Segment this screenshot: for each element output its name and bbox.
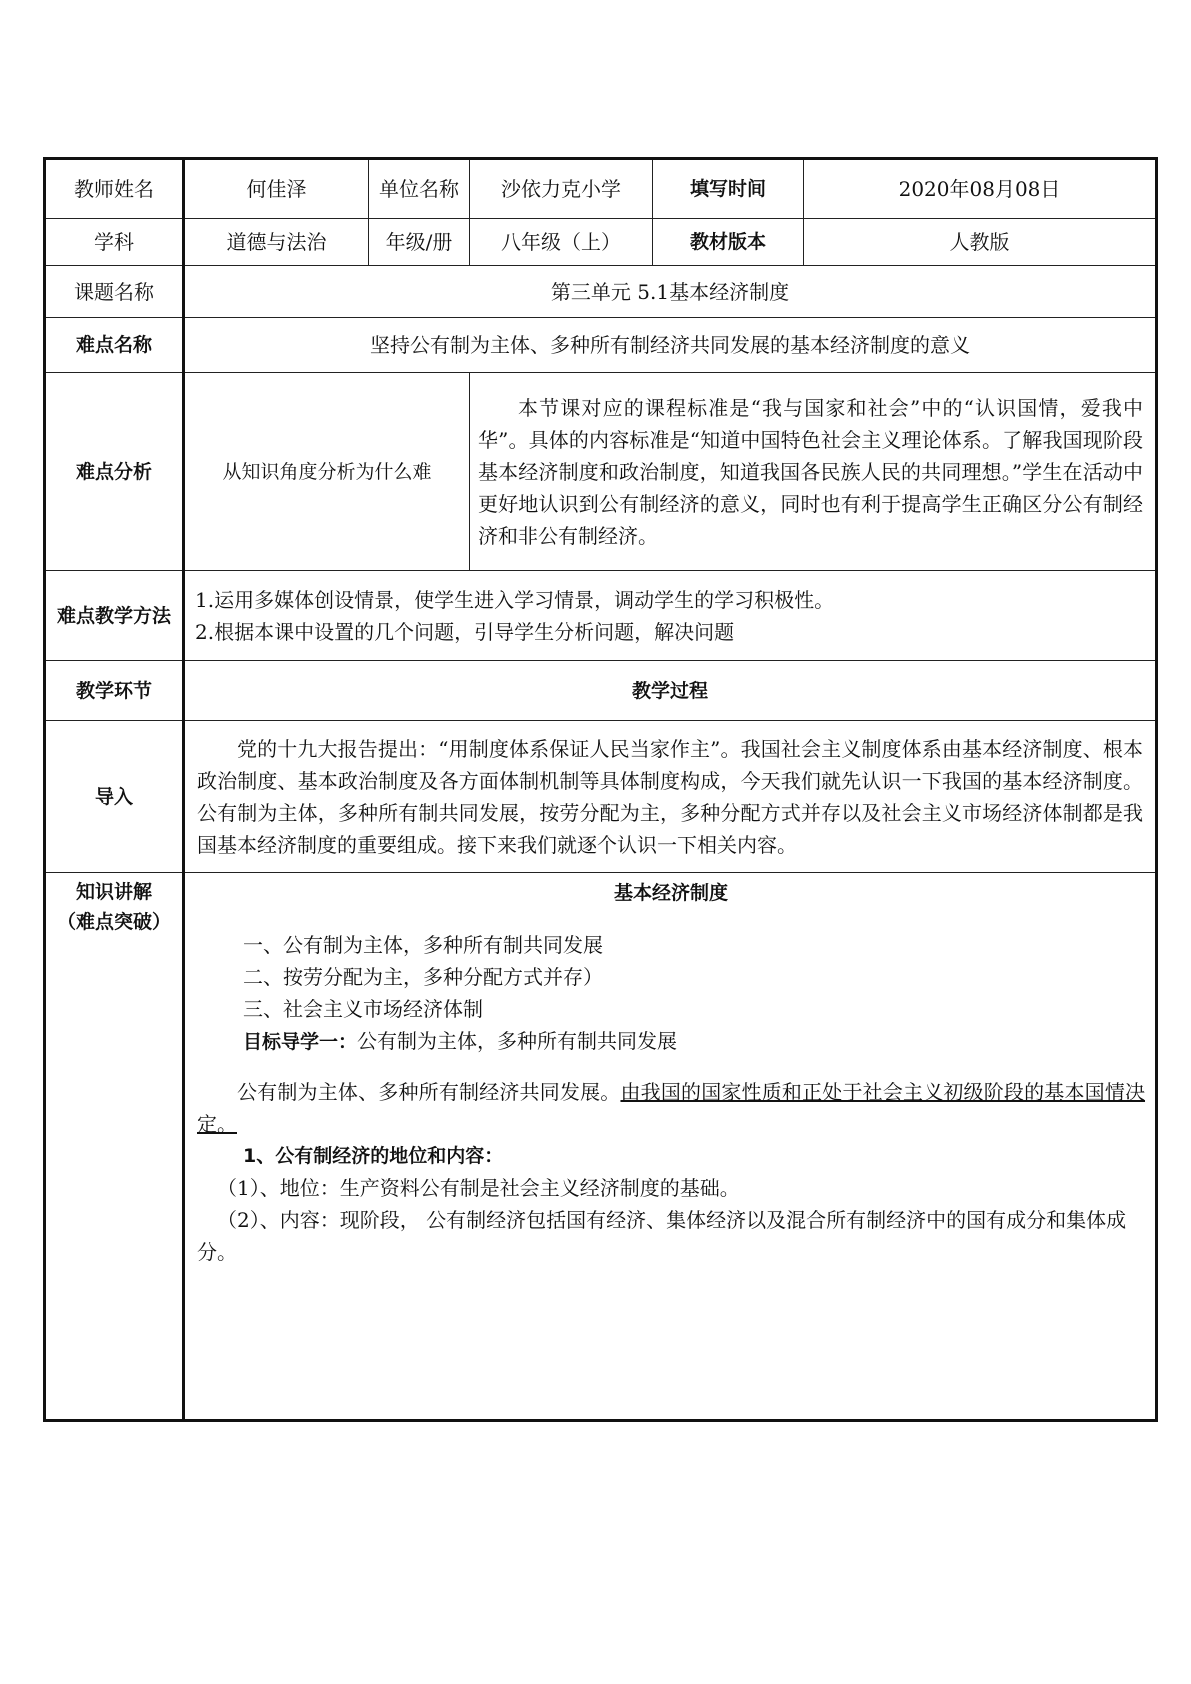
header-row [45, 159, 1157, 219]
time-label: 填写时间 [653, 159, 804, 219]
edition-value: 人教版 [804, 219, 1157, 266]
knowledge-point: （1）、地位：生产资料公有制是社会主义经济制度的基础。 [217, 1176, 740, 1200]
subject-row [45, 219, 1157, 266]
unit-value: 沙依力克小学 [470, 159, 653, 219]
paragraph-underlined: 由我国的国家性质和正处于社会主义初级阶段的基本国情决定。 [197, 1080, 1146, 1136]
knowledge-paragraph [197, 1076, 1145, 1140]
analysis-row [45, 373, 1157, 571]
process-step-label: 教学环节 [45, 661, 184, 721]
subject-value: 道德与法治 [184, 219, 369, 266]
difficulty-value: 坚持公有制为主体、多种所有制经济共同发展的基本经济制度的意义 [184, 318, 1157, 373]
knowledge-label-line1: 知识讲解 [75, 881, 152, 903]
grade-label: 年级/册 [369, 219, 470, 266]
knowledge-point: （2）、内容：现阶段， 公有制经济包括国有经济、集体经济以及混合所有制经济中的国有成分和集体成分。 [197, 1208, 1127, 1264]
knowledge-label-line2: （难点突破） [56, 911, 171, 933]
difficulty-label: 难点名称 [45, 318, 184, 373]
goal-label: 目标导学一： [243, 1031, 358, 1053]
goal-line [197, 1025, 1145, 1058]
teacher-label: 教师姓名 [45, 159, 184, 219]
methods-list [184, 571, 1157, 661]
edition-label: 教材版本 [653, 219, 804, 266]
analysis-angle: 从知识角度分析为什么难 [184, 373, 470, 571]
intro-text: 党的十九大报告提出：“用制度体系保证人民当家作主”。我国社会主义制度体系由基本经济制度、根本政治制度、基本政治制度及各方面体制机制等具体制度构成，今天我们就先认识一下我国的基本经济制度。公有制为主体，多种所有制共同发展，按劳分配为主，多种分配方式并存以及社会主义市场经济体制都是我国基本经济制度的重要组成。接下来我们就逐个认识一下相关内容。 [184, 721, 1157, 873]
methods-row [45, 571, 1157, 661]
topic-label: 课题名称 [45, 266, 184, 318]
analysis-text: 本节课对应的课程标准是“我与国家和社会”中的“认识国情，爱我中华”。具体的内容标准是“知道中国特色社会主义理论体系。了解我国现阶段基本经济制度和政治制度，知道我国各民族人民的共同理想。”学生在活动中更好地认识到公有制经济的意义，同时也有利于提高学生正确区分公有制经济和非公有制经济。 [470, 373, 1157, 571]
knowledge-list-item: 一、公有制为主体，多种所有制共同发展 [243, 933, 603, 957]
difficulty-row [45, 318, 1157, 373]
lesson-plan-table [43, 157, 1158, 1422]
knowledge-label [45, 873, 184, 1421]
teacher-value: 何佳泽 [184, 159, 369, 219]
paragraph-plain: 公有制为主体、多种所有制经济共同发展。 [237, 1080, 621, 1104]
knowledge-list-item: 二、按劳分配为主，多种分配方式并存） [243, 965, 603, 989]
unit-label: 单位名称 [369, 159, 470, 219]
method-item: 1.运用多媒体创设情景，使学生进入学习情景，调动学生的学习积极性。 [195, 587, 835, 612]
knowledge-content [184, 873, 1157, 1421]
method-item: 2.根据本课中设置的几个问题，引导学生分析问题，解决问题 [195, 619, 735, 644]
topic-value: 第三单元 5.1基本经济制度 [184, 266, 1157, 318]
knowledge-list-item: 三、社会主义市场经济体制 [243, 997, 483, 1021]
process-header-row [45, 661, 1157, 721]
knowledge-subheading: 1、公有制经济的地位和内容： [243, 1145, 504, 1167]
intro-label: 导入 [45, 721, 184, 873]
grade-value: 八年级（上） [470, 219, 653, 266]
time-value: 2020年08月08日 [804, 159, 1157, 219]
goal-text: 公有制为主体，多种所有制共同发展 [357, 1029, 678, 1053]
topic-row [45, 266, 1157, 318]
knowledge-row [45, 873, 1157, 1421]
analysis-label: 难点分析 [45, 373, 184, 571]
subject-label: 学科 [45, 219, 184, 266]
methods-label: 难点教学方法 [45, 571, 184, 661]
process-label: 教学过程 [184, 661, 1157, 721]
knowledge-title: 基本经济制度 [613, 882, 728, 904]
intro-row [45, 721, 1157, 873]
